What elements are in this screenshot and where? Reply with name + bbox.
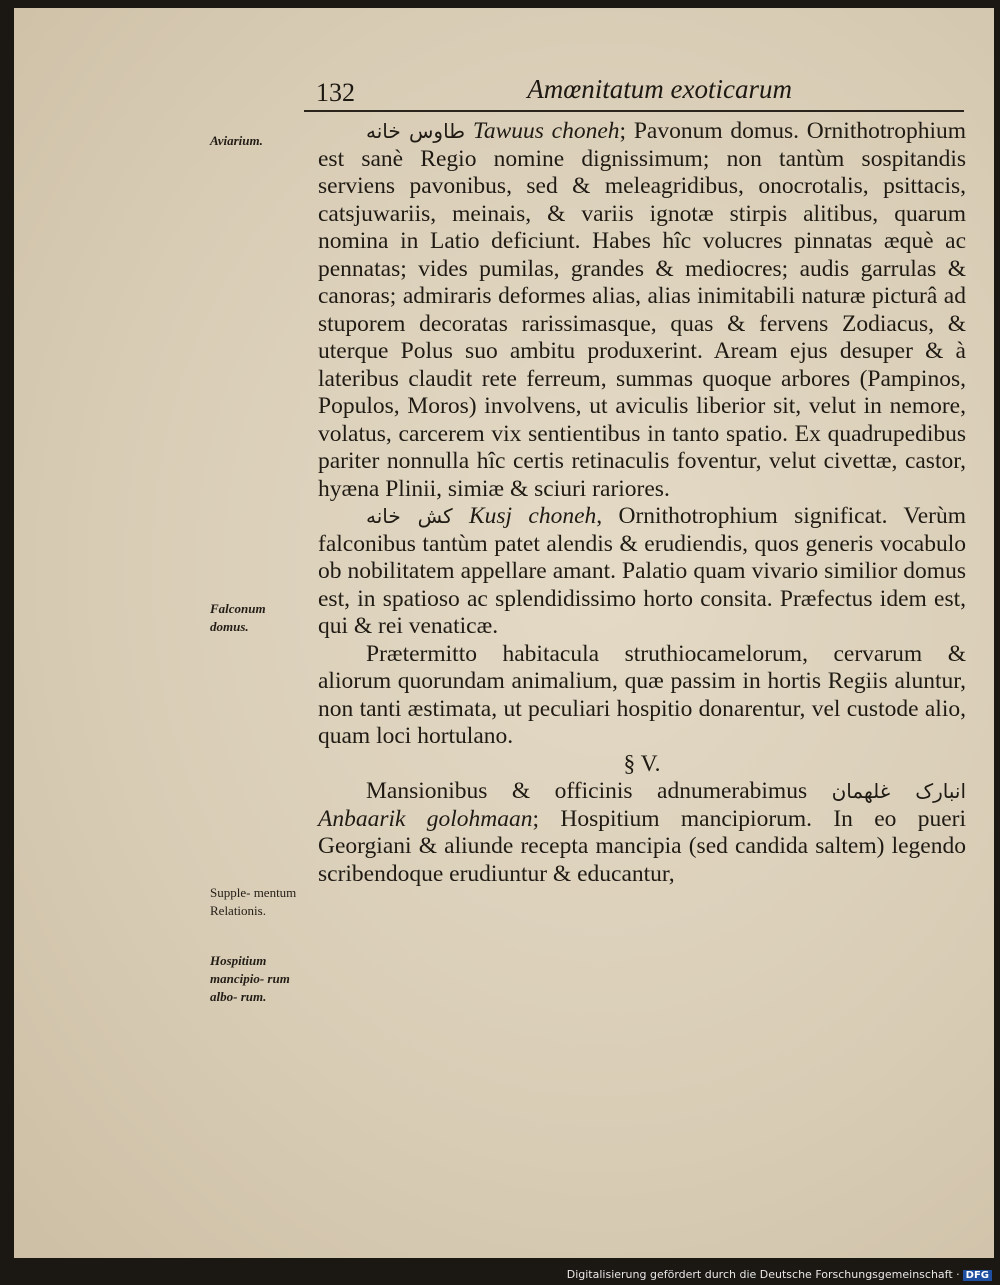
transliteration: Anbaarik golohmaan [318, 805, 533, 832]
margin-note-supplementum: Supple- mentum Relationis. [210, 885, 297, 918]
paragraph-aviarium [318, 118, 966, 503]
digitization-credit [567, 1268, 992, 1281]
paragraph-text: , Ornithotrophium significat. Verùm falconibus tantùm patet alendis & erudiendis, quos generis vocabulo ob nobilitatem appellare amant. Palatio quam vivario similior domus est, in spatioso ac splendidissimo horto consita. Præfectus idem est, qui & rei venaticæ. [318, 503, 967, 639]
paragraph-text: Prætermitto habitacula struthiocamelorum, cervarum & aliorum quorundam animalium, quæ passim in hortis Regiis aluntur, non tanti æstimata, ut peculiari hospitio donarentur, vel custode alio, quam loci hortulano. [318, 640, 966, 749]
page-header [304, 70, 964, 112]
paragraph-mansionibus [318, 778, 966, 888]
margin-note-hospitium: Hospitium mancipio- rum albo- rum. [210, 953, 290, 1004]
margin-note-aviarium: Aviarium. [210, 133, 263, 148]
arabic-term: انبارک غلهمان [831, 779, 967, 803]
credit-text: Digitalisierung gefördert durch die Deutsche Forschungsgemeinschaft · [566, 1268, 960, 1281]
dfg-logo: DFG [963, 1270, 992, 1281]
paragraph-praetermitto [318, 641, 966, 751]
section-heading: § V. [623, 750, 661, 777]
paragraph-text: Mansionibus & officinis adnumerabimus [366, 778, 808, 804]
running-title: Amœnitatum exoticarum [527, 74, 792, 104]
paragraph-text: ; Hospitium mancipiorum. In eo pueri Georgiani & aliunde recepta mancipia (sed candida saltem) legendo scribendoque erudiuntur & educantur, [318, 805, 966, 887]
arabic-term: طاوس خانه [366, 119, 466, 143]
paragraph-text: ; Pavonum domus. Ornithotrophium est sanè Regio nomine dignissimum; non tantùm sospitandis serviens pavonibus, sed & meleagridibus, onocrotalis, psittacis, catsjuwariis, meinais, & variis ignotæ stirpis alitibus, quarum nomina in Latio deficiunt. Habes hîc volucres pinnatas æquè ac pennatas; vides pumilas, grandes & mediocres; audis garrulas & canoras; admiraris deformes alias, alias inimitabili naturæ picturâ ad stuporem decoratas rarissimasque, quas & fervens Zodiacus, & uterque Polus suo ambitu produxerint. Aream ejus desuper & à lateribus claudit rete ferreum, summas quoque arbores (Pampinos, Populos, Moros) involvens, ut aviculis liberior sit, velut in nemore, volatus, carcerem vix sentientibus in tanto spatio. Ex quadrupedibus pariter nonnulla hîc certis retinaculis foventur, velut civettæ, castor, hyæna Plinii, simiæ & sciuri rariores. [318, 118, 967, 502]
book-page [14, 8, 994, 1258]
body-text [318, 118, 966, 888]
page-number: 132 [316, 78, 355, 107]
transliteration: Kusj choneh [468, 503, 597, 529]
paragraph-falconum [318, 503, 966, 641]
margin-note-falconum: Falconum domus. [210, 601, 266, 634]
arabic-term: کش خانه [366, 504, 453, 528]
transliteration: Tawuus choneh [472, 118, 620, 144]
